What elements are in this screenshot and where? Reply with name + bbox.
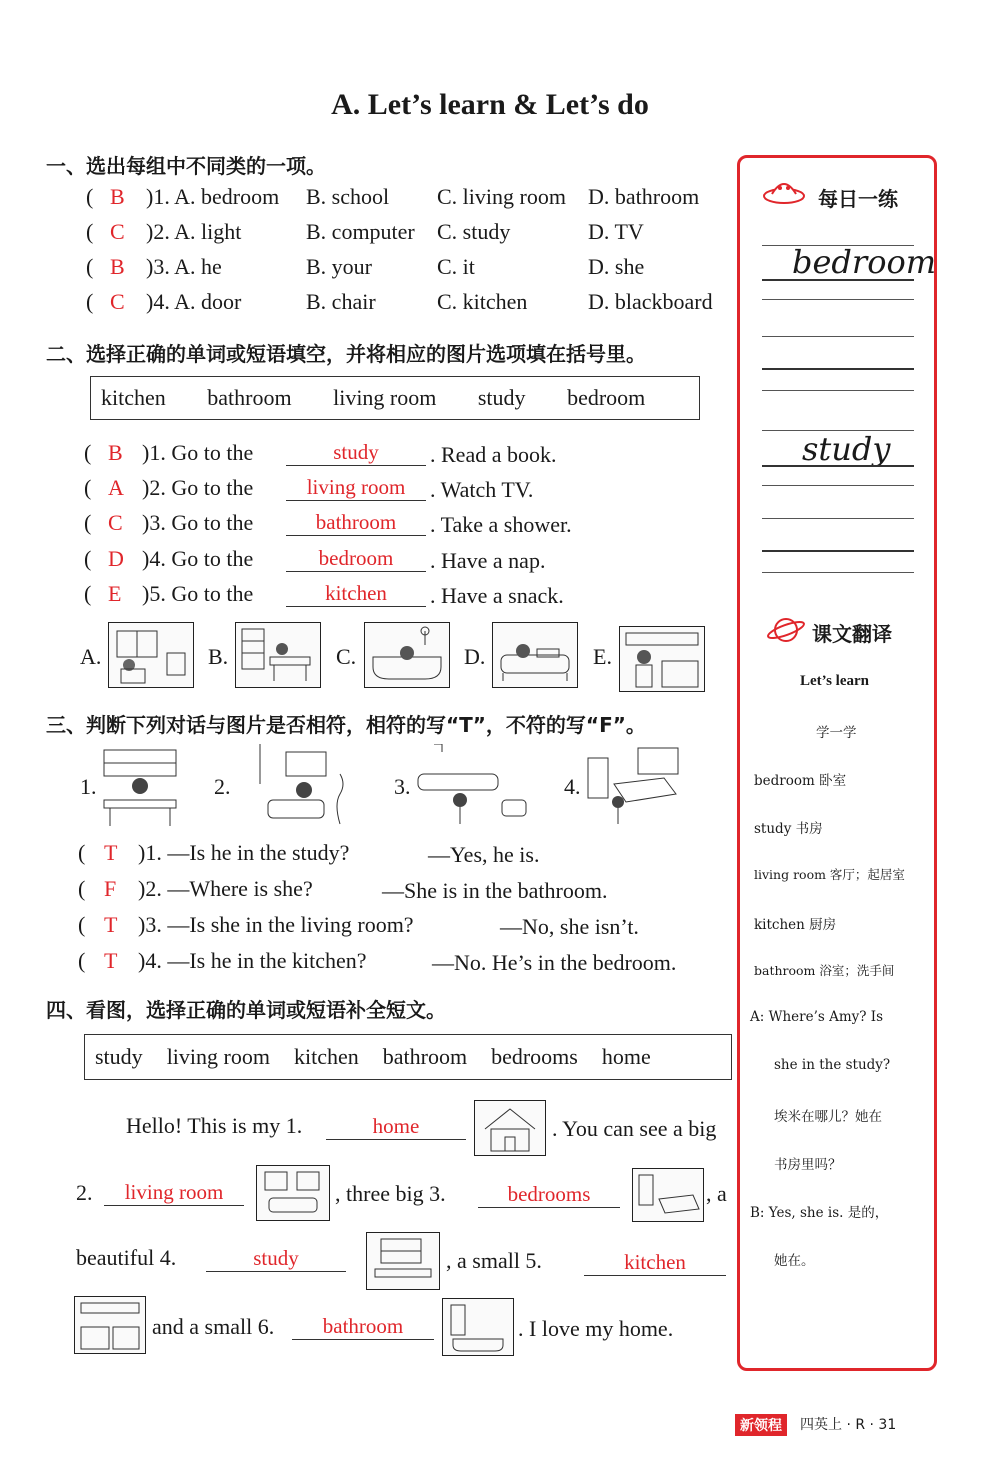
passage-text-4: , three big 3. xyxy=(335,1181,446,1206)
option-text: C. kitchen xyxy=(437,289,528,314)
question-text: )1. —Is he in the study? xyxy=(138,840,350,865)
paren-open: ( xyxy=(78,912,86,937)
word-bank-item: bathroom xyxy=(382,1044,468,1069)
study-picture xyxy=(235,622,321,688)
option-text: D. TV xyxy=(588,219,644,244)
passage-text-6: beautiful 4. xyxy=(76,1245,177,1270)
sentence-end: . Have a nap. xyxy=(430,548,546,573)
passage-blank-4: study xyxy=(206,1246,346,1272)
daily-word-1: bedroom xyxy=(792,243,937,281)
passage-blank-2: living room xyxy=(104,1180,244,1206)
bedroom-small-picture xyxy=(632,1168,704,1222)
paren-open: ( xyxy=(84,510,92,535)
sentence-start: )3. Go to the xyxy=(142,510,254,535)
section-2-heading: 二、选择正确的单词或短语填空，并将相应的图片选项填在括号里。 xyxy=(46,342,646,366)
paren-open: ( xyxy=(84,546,92,571)
pic-label-1: 1. xyxy=(80,774,97,799)
section-4-word-bank xyxy=(84,1034,732,1080)
passage-text-2: . You can see a big xyxy=(552,1116,717,1141)
ufo-icon xyxy=(762,176,806,214)
answer-letter: D xyxy=(108,546,124,571)
passage-text-9: . I love my home. xyxy=(518,1316,674,1341)
option-text: B. school xyxy=(306,184,390,209)
brand-badge: 新领程 xyxy=(735,1414,787,1436)
option-text: B. computer xyxy=(306,219,415,244)
page-title: A. Let’s learn & Let’s do xyxy=(331,88,649,121)
dialog-line-2: she in the study? xyxy=(774,1057,891,1073)
word-bank-item: home xyxy=(601,1044,651,1069)
paren-open: ( xyxy=(78,876,86,901)
word-bank-item: living room xyxy=(333,385,437,410)
answer-text: —She is in the bathroom. xyxy=(382,878,608,903)
answer-text: —No, she isn’t. xyxy=(500,914,639,939)
option-text: )1. A. bedroom xyxy=(146,184,280,209)
answer-letter: T xyxy=(104,912,118,937)
section-4-heading: 四、看图，选择正确的单词或短语补全短文。 xyxy=(46,998,446,1022)
kitchen-small-picture xyxy=(74,1296,146,1354)
pic-label-2: 2. xyxy=(214,774,231,799)
study-scene-picture xyxy=(100,744,180,828)
answer-letter: F xyxy=(104,876,117,901)
living-room-small-picture xyxy=(256,1165,330,1221)
word-bank-item: bedrooms xyxy=(491,1044,578,1069)
fill-blank: study xyxy=(286,440,426,466)
fill-blank: living room xyxy=(286,475,426,501)
paren-open: ( xyxy=(86,184,94,209)
word-bank-item: bedroom xyxy=(567,385,646,410)
option-text: B. your xyxy=(306,254,372,279)
answer-letter: B xyxy=(110,254,125,279)
dialog-line-6: 她在。 xyxy=(774,1253,815,1269)
fill-blank: kitchen xyxy=(286,581,426,607)
house-picture xyxy=(474,1100,546,1156)
kitchen-picture xyxy=(619,626,705,692)
paren-open: ( xyxy=(78,840,86,865)
answer-letter: C xyxy=(110,219,125,244)
vocab-1: bedroom 卧室 xyxy=(754,773,847,789)
option-text: D. bathroom xyxy=(588,184,700,209)
option-text: C. it xyxy=(437,254,475,279)
answer-letter: B xyxy=(108,440,123,465)
sentence-end: . Take a shower. xyxy=(430,512,572,537)
passage-text-8: and a small 6. xyxy=(152,1314,275,1339)
passage-blank-5: kitchen xyxy=(584,1250,726,1276)
option-text: C. study xyxy=(437,219,511,244)
option-text: B. chair xyxy=(306,289,376,314)
xue-label: 学一学 xyxy=(816,725,857,741)
question-text: )4. —Is he in the kitchen? xyxy=(138,948,367,973)
sentence-end: . Read a book. xyxy=(430,442,557,467)
word-bank-item: study xyxy=(95,1044,143,1069)
answer-letter: A xyxy=(108,475,124,500)
vocab-2: study 书房 xyxy=(754,821,823,837)
word-bank-item: kitchen xyxy=(101,385,166,410)
dialog-line-5: B: Yes, she is. 是的， xyxy=(750,1205,889,1221)
option-text: )3. A. he xyxy=(146,254,222,279)
sentence-start: )1. Go to the xyxy=(142,440,254,465)
word-bank-item: kitchen xyxy=(293,1044,359,1069)
paren-open: ( xyxy=(84,440,92,465)
passage-blank-6: bathroom xyxy=(292,1314,434,1340)
bedroom-picture xyxy=(492,622,578,688)
living-room-picture xyxy=(108,622,194,688)
passage-text-7: , a small 5. xyxy=(446,1248,542,1273)
bathroom-small-picture xyxy=(442,1298,514,1356)
passage-blank-1: home xyxy=(326,1114,466,1140)
passage-blank-3: bedrooms xyxy=(478,1182,620,1208)
question-text: )2. —Where is she? xyxy=(138,876,313,901)
section-3-heading: 三、判断下列对话与图片是否相符，相符的写“T”，不符的写“F”。 xyxy=(46,713,646,737)
passage-text-3: 2. xyxy=(76,1180,93,1205)
option-text: )4. A. door xyxy=(146,289,242,314)
fill-blank: bathroom xyxy=(286,510,426,536)
living-room-scene-picture xyxy=(240,744,360,830)
answer-text: —No. He’s in the bedroom. xyxy=(432,950,677,975)
option-text: C. living room xyxy=(437,184,566,209)
pic-label-3: 3. xyxy=(394,774,411,799)
paren-open: ( xyxy=(86,219,94,244)
vocab-4: kitchen 厨房 xyxy=(754,917,837,933)
sentence-start: )2. Go to the xyxy=(142,475,254,500)
section-2-word-bank xyxy=(90,376,700,420)
option-text: )2. A. light xyxy=(146,219,242,244)
paren-open: ( xyxy=(78,948,86,973)
planet-icon xyxy=(766,613,806,651)
daily-word-2: study xyxy=(802,430,891,468)
passage-text-5: , a xyxy=(706,1181,727,1206)
bedroom-scene-picture xyxy=(584,744,684,830)
dialog-line-1: A: Where’s Amy? Is xyxy=(750,1009,884,1025)
paren-open: ( xyxy=(84,475,92,500)
answer-letter: B xyxy=(110,184,125,209)
lets-learn-label: Let’s learn xyxy=(800,673,870,689)
passage-text-1: Hello! This is my 1. xyxy=(126,1113,303,1138)
dialog-line-4: 书房里吗？ xyxy=(774,1157,842,1173)
section-1-heading: 一、选出每组中不同类的一项。 xyxy=(46,154,326,178)
bathroom-picture xyxy=(364,622,450,688)
sentence-end: . Watch TV. xyxy=(430,477,534,502)
question-text: )3. —Is she in the living room? xyxy=(138,912,414,937)
pic-label-c: C. xyxy=(336,644,357,669)
answer-letter: T xyxy=(104,840,118,865)
pic-label-4: 4. xyxy=(564,774,581,799)
answer-text: —Yes, he is. xyxy=(428,842,540,867)
word-bank-item: study xyxy=(477,385,526,410)
pic-label-e: E. xyxy=(593,644,612,669)
answer-letter: C xyxy=(110,289,125,314)
daily-practice-title: 每日一练 xyxy=(818,187,898,211)
dialog-line-3: 埃米在哪儿？她在 xyxy=(774,1109,882,1125)
pic-label-a: A. xyxy=(80,644,102,669)
answer-letter: C xyxy=(108,510,123,535)
word-bank-item: living room xyxy=(166,1044,270,1069)
pic-label-d: D. xyxy=(464,644,486,669)
sentence-start: )5. Go to the xyxy=(142,581,254,606)
bathroom-scene-picture xyxy=(414,744,532,830)
sentence-end: . Have a snack. xyxy=(430,583,564,608)
option-text: D. blackboard xyxy=(588,289,713,314)
paren-open: ( xyxy=(84,581,92,606)
option-text: D. she xyxy=(588,254,645,279)
fill-blank: bedroom xyxy=(286,546,426,572)
word-bank-item: bathroom xyxy=(207,385,292,410)
answer-letter: T xyxy=(104,948,118,973)
translation-title: 课文翻译 xyxy=(812,622,892,646)
sentence-start: )4. Go to the xyxy=(142,546,254,571)
pic-label-b: B. xyxy=(208,644,229,669)
page-number: 四英上 · R · 31 xyxy=(800,1417,897,1433)
vocab-5: bathroom 浴室；洗手间 xyxy=(754,963,895,978)
study-small-picture xyxy=(366,1232,440,1290)
answer-letter: E xyxy=(108,581,122,606)
paren-open: ( xyxy=(86,289,94,314)
paren-open: ( xyxy=(86,254,94,279)
vocab-3: living room 客厅；起居室 xyxy=(754,867,905,882)
sidebar-panel xyxy=(737,155,937,1371)
